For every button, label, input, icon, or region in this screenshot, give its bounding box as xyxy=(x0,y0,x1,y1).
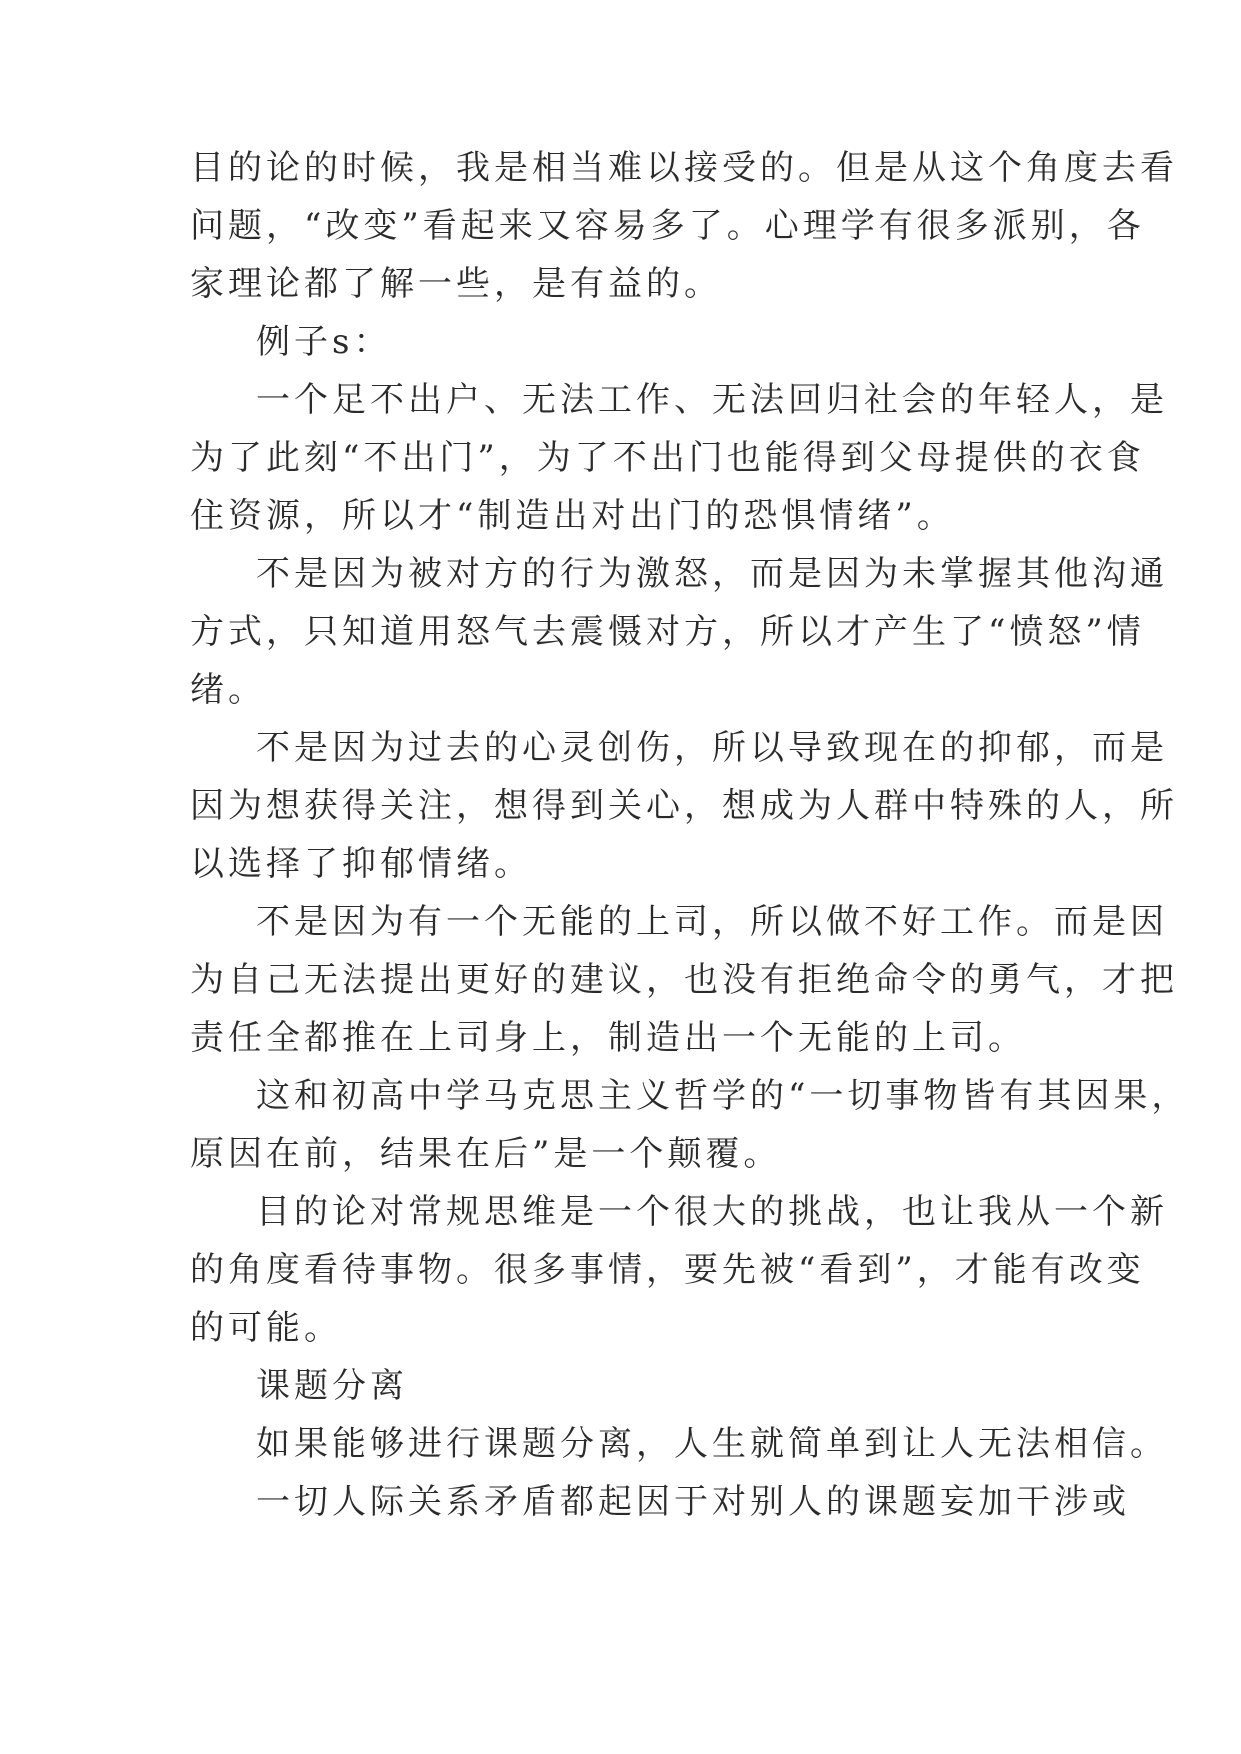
text-line: 目的论的时候，我是相当难以接受的。但是从这个角度去看 xyxy=(190,148,1178,188)
text-line: 例子s： xyxy=(256,322,392,362)
section-heading: 课题分离 xyxy=(256,1366,408,1406)
text-line: 不是因为被对方的行为激怒，而是因为未掌握其他沟通 xyxy=(256,554,1168,594)
text-line: 以选择了抑郁情绪。 xyxy=(190,844,532,884)
text-line: 一切人际关系矛盾都起因于对别人的课题妄加干涉或 xyxy=(256,1482,1130,1522)
text-line: 的可能。 xyxy=(190,1308,342,1348)
text-line: 住资源，所以才“制造出对出门的恐惧情绪”。 xyxy=(190,496,955,536)
text-line: 问题，“改变”看起来又容易多了。心理学有很多派别，各 xyxy=(190,206,1145,246)
text-line: 绪。 xyxy=(190,670,266,710)
text-line: 这和初高中学马克思主义哲学的“一切事物皆有其因果， xyxy=(256,1076,1190,1116)
text-line: 不是因为过去的心灵创伤，所以导致现在的抑郁，而是 xyxy=(256,728,1168,768)
text-line: 的角度看待事物。很多事情，要先被“看到”，才能有改变 xyxy=(190,1250,1145,1290)
text-line: 一个足不出户、无法工作、无法回归社会的年轻人，是 xyxy=(256,380,1168,420)
text-line: 为自己无法提出更好的建议，也没有拒绝命令的勇气，才把 xyxy=(190,960,1178,1000)
text-line: 方式，只知道用怒气去震慑对方，所以才产生了“愤怒”情 xyxy=(190,612,1145,652)
text-line: 原因在前，结果在后”是一个颠覆。 xyxy=(190,1134,782,1174)
text-line: 责任全都推在上司身上，制造出一个无能的上司。 xyxy=(190,1018,1026,1058)
text-line: 不是因为有一个无能的上司，所以做不好工作。而是因 xyxy=(256,902,1168,942)
text-line: 因为想获得关注，想得到关心，想成为人群中特殊的人，所 xyxy=(190,786,1178,826)
text-line: 家理论都了解一些，是有益的。 xyxy=(190,264,722,304)
text-line: 为了此刻“不出门”，为了不出门也能得到父母提供的衣食 xyxy=(190,438,1145,478)
text-line: 目的论对常规思维是一个很大的挑战，也让我从一个新 xyxy=(256,1192,1168,1232)
text-line: 如果能够进行课题分离，人生就简单到让人无法相信。 xyxy=(256,1424,1168,1464)
